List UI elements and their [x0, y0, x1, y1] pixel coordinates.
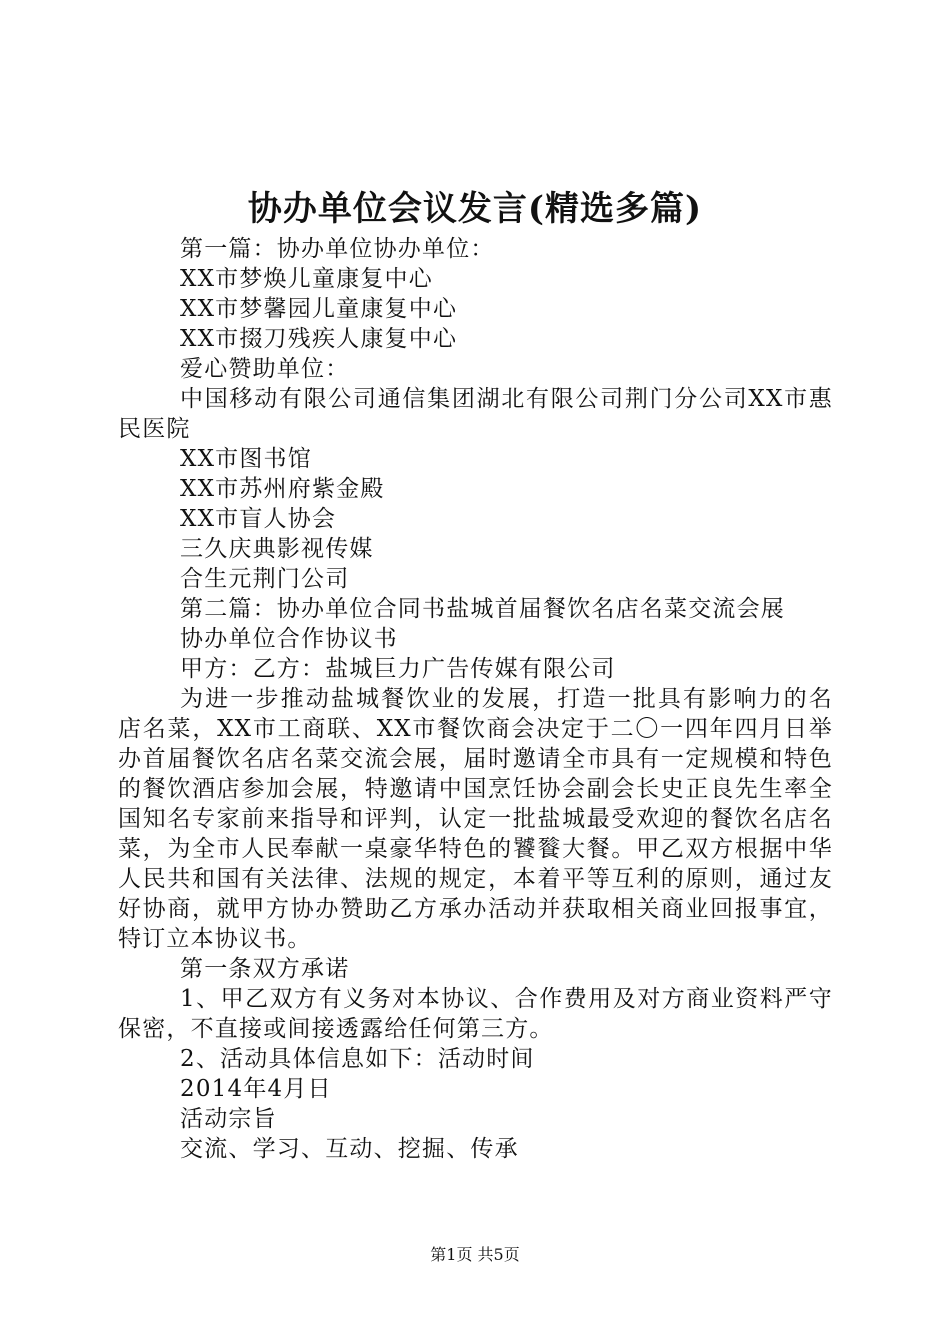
section-heading: 第二篇：协办单位合同书盐城首届餐饮名店名菜交流会展	[180, 596, 785, 622]
text-line: XX市梦馨园儿童康复中心	[180, 296, 458, 322]
clause-paragraph: 1、甲乙双方有义务对本协议、合作费用及对方商业资料严守保密，不直接或间接透露给任何第三方。	[118, 986, 833, 1042]
article-heading: 第一条双方承诺	[180, 956, 350, 982]
text-line: XX市图书馆	[180, 446, 312, 472]
text-line: 三久庆典影视传媒	[180, 536, 374, 562]
text-line: 活动宗旨	[180, 1106, 277, 1132]
document-title: 协办单位会议发言(精选多篇)	[247, 189, 703, 229]
text-line: XX市苏州府紫金殿	[180, 476, 385, 502]
text-line: XX市梦焕儿童康复中心	[180, 266, 433, 292]
document-body	[118, 234, 833, 1164]
text-line: 合生元荆门公司	[180, 566, 350, 592]
text-line: 第一篇：协办单位协办单位：	[180, 236, 495, 262]
agreement-paragraph: 为进一步推动盐城餐饮业的发展，打造一批具有影响力的名店名菜，XX市工商联、XX市餐饮商会决定于二〇一四年四月日举办首届餐饮名店名菜交流会展，届时邀请全市具有一定规模和特色的餐饮酒店参加会展，特邀请中国烹饪协会副会长史正良先生率全国知名专家前来指导和评判，认定一批盐城最受欢迎的餐饮名店名菜，为全市人民奉献一桌豪华特色的饕餮大餐。甲乙双方根据中华人民共和国有关法律、法规的规定，本着平等互利的原则，通过友好协商，就甲方协办赞助乙方承办活动并获取相关商业回报事宜，特订立本协议书。	[118, 686, 833, 952]
text-line: XX市掇刀残疾人康复中心	[180, 326, 458, 352]
text-line: 甲方：乙方：盐城巨力广告传媒有限公司	[180, 656, 616, 682]
text-line: 爱心赞助单位：	[180, 356, 350, 382]
sponsor-paragraph: 中国移动有限公司通信集团湖北有限公司荆门分公司XX市惠民医院	[118, 386, 833, 442]
text-line: 交流、学习、互动、挖掘、传承	[180, 1136, 519, 1162]
page-number-footer: 第1页 共5页	[430, 1245, 520, 1264]
text-line: 2014年4月日	[180, 1076, 332, 1102]
text-line: 2、活动具体信息如下：活动时间	[180, 1046, 535, 1072]
text-line: XX市盲人协会	[180, 506, 337, 532]
text-line: 协办单位合作协议书	[180, 626, 398, 652]
